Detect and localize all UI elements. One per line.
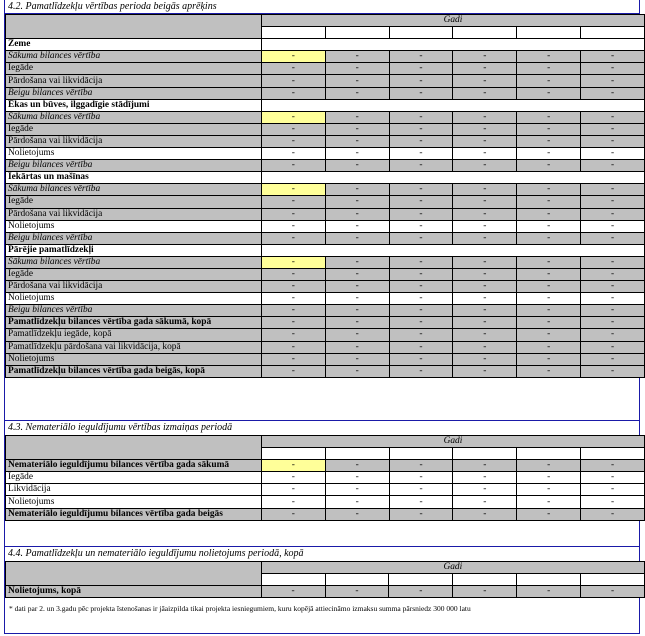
row-label: Nolietojums [6, 496, 262, 508]
value-cell: - [517, 305, 581, 317]
value-cell: - [261, 353, 325, 365]
value-cell: - [581, 63, 645, 75]
value-cell: - [389, 232, 453, 244]
value-cell: - [517, 184, 581, 196]
value-cell: - [389, 586, 453, 598]
value-cell: - [453, 472, 517, 484]
row-label: Pārdošana vai likvidācija [6, 208, 262, 220]
year-column-header [261, 574, 325, 586]
value-cell: - [325, 496, 389, 508]
value-cell: - [325, 196, 389, 208]
value-cell: - [581, 232, 645, 244]
value-cell: - [261, 472, 325, 484]
value-cell: - [261, 268, 325, 280]
value-cell: - [581, 208, 645, 220]
value-cell: - [389, 281, 453, 293]
value-cell: - [389, 196, 453, 208]
row-label: Sākuma bilances vērtība [6, 256, 262, 268]
value-cell: - [389, 341, 453, 353]
value-cell: - [261, 148, 325, 160]
table-row [6, 51, 645, 63]
value-cell: - [453, 365, 517, 377]
value-cell: - [517, 293, 581, 305]
year-column-header [325, 27, 389, 39]
year-column-header [581, 574, 645, 586]
value-cell: - [517, 160, 581, 172]
year-column-header [325, 574, 389, 586]
value-cell: - [453, 586, 517, 598]
value-cell: - [261, 135, 325, 147]
value-cell: - [261, 220, 325, 232]
value-cell: - [581, 365, 645, 377]
row-label: Iegāde [6, 268, 262, 280]
value-cell: - [517, 281, 581, 293]
year-column-header [453, 448, 517, 460]
row-label: Iegāde [6, 63, 262, 75]
value-cell: - [389, 63, 453, 75]
value-cell: - [517, 496, 581, 508]
value-cell: - [517, 123, 581, 135]
year-column-header [325, 448, 389, 460]
years-header-row [6, 562, 645, 574]
table-row [6, 586, 645, 598]
row-label: Pārdošana vai likvidācija [6, 75, 262, 87]
value-cell: - [325, 111, 389, 123]
row-label: Sākuma bilances vērtība [6, 111, 262, 123]
row-label: Nolietojums, kopā [6, 586, 262, 598]
value-cell: - [581, 256, 645, 268]
value-cell: - [389, 51, 453, 63]
table-row [6, 160, 645, 172]
value-cell: - [261, 196, 325, 208]
value-cell: - [261, 160, 325, 172]
value-cell: - [453, 317, 517, 329]
value-cell: - [261, 341, 325, 353]
value-cell: - [453, 496, 517, 508]
section-4-4-title: 4.4. Pamatlīdzekļu un nemateriālo ieguldījumu nolietojums periodā, kopā [8, 548, 304, 559]
value-cell: - [389, 148, 453, 160]
value-cell: - [517, 135, 581, 147]
value-cell: - [453, 341, 517, 353]
value-cell: - [453, 484, 517, 496]
table-row [6, 341, 645, 353]
value-cell: - [325, 305, 389, 317]
value-cell: - [261, 293, 325, 305]
table-row [6, 75, 645, 87]
value-cell: - [581, 460, 645, 472]
value-cell: - [453, 268, 517, 280]
group-heading: Ēkas un būves, ilggadīgie stādījumi [6, 99, 262, 111]
row-label: Beigu bilances vērtība [6, 305, 262, 317]
table-row [6, 329, 645, 341]
value-cell: - [325, 160, 389, 172]
value-cell: - [325, 220, 389, 232]
value-cell: - [581, 484, 645, 496]
value-cell: - [453, 184, 517, 196]
value-cell: - [325, 586, 389, 598]
value-cell: - [389, 256, 453, 268]
value-cell: - [517, 208, 581, 220]
value-cell: - [325, 329, 389, 341]
value-cell: - [581, 123, 645, 135]
row-label: Sākuma bilances vērtība [6, 51, 262, 63]
row-label: Nemateriālo ieguldījumu bilances vērtība gada sākumā [6, 460, 262, 472]
row-label: Pamatlīdzekļu iegāde, kopā [6, 329, 262, 341]
row-label: Iegāde [6, 123, 262, 135]
value-cell: - [517, 51, 581, 63]
table-row [6, 496, 645, 508]
years-header: Gadi [261, 562, 644, 574]
value-cell: - [453, 460, 517, 472]
value-cell: - [325, 353, 389, 365]
value-cell: - [325, 472, 389, 484]
value-cell: - [389, 496, 453, 508]
table-row [6, 281, 645, 293]
value-cell: - [453, 160, 517, 172]
value-cell: - [389, 353, 453, 365]
section-4-2-title: 4.2. Pamatlīdzekļu vērtības perioda beigās aprēķins [8, 1, 217, 12]
value-cell: - [389, 184, 453, 196]
group-heading-row [6, 244, 645, 256]
row-label: Nolietojums [6, 353, 262, 365]
value-cell: - [261, 484, 325, 496]
value-cell: - [517, 329, 581, 341]
value-cell: - [581, 148, 645, 160]
value-cell: - [261, 281, 325, 293]
table-row [6, 460, 645, 472]
value-cell: - [389, 317, 453, 329]
value-cell: - [389, 135, 453, 147]
value-cell: - [517, 256, 581, 268]
value-cell: - [517, 460, 581, 472]
value-cell: - [453, 196, 517, 208]
value-cell: - [453, 232, 517, 244]
year-column-header [517, 27, 581, 39]
value-cell: - [453, 63, 517, 75]
table-row [6, 63, 645, 75]
footnote: * dati par 2. un 3.gadu pēc projekta īstenošanas ir jāaizpilda tikai projekta iesniegumiem, kuru kopējā attiecināmo izmaksu summa pārsniedz 300 000 latu [9, 604, 471, 613]
table-row [6, 87, 645, 99]
value-cell: - [389, 268, 453, 280]
value-cell: - [325, 365, 389, 377]
value-cell: - [581, 111, 645, 123]
value-cell: - [389, 123, 453, 135]
value-cell: - [517, 220, 581, 232]
group-heading-row [6, 172, 645, 184]
table-row [6, 123, 645, 135]
group-heading-spacer [261, 99, 644, 111]
value-cell: - [453, 75, 517, 87]
value-cell: - [453, 281, 517, 293]
value-cell: - [581, 508, 645, 520]
value-cell: - [389, 365, 453, 377]
value-cell: - [581, 496, 645, 508]
value-cell: - [517, 87, 581, 99]
value-cell: - [389, 484, 453, 496]
intangible-assets-table [5, 435, 645, 521]
value-cell: - [453, 508, 517, 520]
value-cell: - [261, 87, 325, 99]
table-row [6, 196, 645, 208]
value-cell: - [581, 184, 645, 196]
value-cell: - [389, 460, 453, 472]
table-row [6, 232, 645, 244]
value-cell: - [325, 75, 389, 87]
header-spacer [6, 436, 262, 460]
row-label: Beigu bilances vērtība [6, 232, 262, 244]
value-cell: - [389, 508, 453, 520]
table-row [6, 472, 645, 484]
value-cell: - [453, 111, 517, 123]
table-row [6, 305, 645, 317]
value-cell: - [453, 293, 517, 305]
value-cell: - [453, 135, 517, 147]
table-row [6, 256, 645, 268]
value-cell: - [389, 75, 453, 87]
row-label: Nolietojums [6, 220, 262, 232]
table-row [6, 220, 645, 232]
value-cell: - [453, 51, 517, 63]
value-cell: - [325, 208, 389, 220]
row-label: Nolietojums [6, 293, 262, 305]
group-heading: Iekārtas un mašīnas [6, 172, 262, 184]
value-cell: - [325, 232, 389, 244]
value-cell: - [517, 365, 581, 377]
year-column-header [581, 448, 645, 460]
years-header: Gadi [261, 436, 644, 448]
value-cell: - [581, 293, 645, 305]
value-cell: - [517, 317, 581, 329]
value-cell: - [261, 305, 325, 317]
value-cell: - [581, 329, 645, 341]
table-row [6, 353, 645, 365]
value-cell: - [389, 87, 453, 99]
value-cell: - [581, 87, 645, 99]
fixed-assets-table [5, 14, 645, 378]
row-label: Pamatlīdzekļu bilances vērtība gada beigās, kopā [6, 365, 262, 377]
table-row [6, 293, 645, 305]
value-cell: - [261, 208, 325, 220]
value-cell: - [517, 472, 581, 484]
table-row [6, 484, 645, 496]
row-label: Beigu bilances vērtība [6, 87, 262, 99]
value-cell: - [517, 232, 581, 244]
value-cell: - [517, 111, 581, 123]
value-cell: - [261, 508, 325, 520]
header-spacer [6, 562, 262, 586]
value-cell: - [453, 353, 517, 365]
value-cell: - [389, 111, 453, 123]
value-cell: - [325, 508, 389, 520]
value-cell: - [517, 148, 581, 160]
section-divider [5, 546, 639, 547]
value-cell: - [261, 123, 325, 135]
table-row [6, 268, 645, 280]
value-cell: - [261, 586, 325, 598]
value-cell: - [325, 148, 389, 160]
table-row [6, 208, 645, 220]
value-cell: - [325, 281, 389, 293]
value-cell: - [389, 160, 453, 172]
table-row [6, 365, 645, 377]
group-heading: Zeme [6, 39, 262, 51]
value-cell: - [581, 220, 645, 232]
value-cell: - [261, 317, 325, 329]
year-column-header [389, 27, 453, 39]
value-cell: - [325, 123, 389, 135]
value-cell: - [453, 305, 517, 317]
value-cell: - [325, 460, 389, 472]
value-cell: - [325, 256, 389, 268]
value-cell: - [453, 123, 517, 135]
years-header: Gadi [261, 15, 644, 27]
row-label: Pamatlīdzekļu pārdošana vai likvidācija, kopā [6, 341, 262, 353]
group-heading-spacer [261, 172, 644, 184]
row-label: Likvidācija [6, 484, 262, 496]
value-cell: - [325, 317, 389, 329]
value-cell: - [389, 208, 453, 220]
value-cell: - [581, 353, 645, 365]
value-cell: - [325, 341, 389, 353]
value-cell: - [453, 256, 517, 268]
year-column-header [581, 27, 645, 39]
value-cell: - [261, 111, 325, 123]
value-cell: - [453, 220, 517, 232]
value-cell: - [261, 232, 325, 244]
value-cell: - [517, 268, 581, 280]
row-label: Beigu bilances vērtība [6, 160, 262, 172]
value-cell: - [581, 305, 645, 317]
group-heading-row [6, 39, 645, 51]
row-label: Nolietojums [6, 148, 262, 160]
value-cell: - [517, 508, 581, 520]
year-column-header [261, 27, 325, 39]
group-heading-spacer [261, 244, 644, 256]
value-cell: - [325, 87, 389, 99]
year-column-header [517, 574, 581, 586]
group-heading-row [6, 99, 645, 111]
value-cell: - [581, 196, 645, 208]
value-cell: - [581, 586, 645, 598]
table-row [6, 148, 645, 160]
table-row [6, 184, 645, 196]
section-divider [5, 420, 639, 421]
value-cell: - [325, 63, 389, 75]
value-cell: - [581, 472, 645, 484]
depreciation-total-table [5, 561, 645, 598]
table-row [6, 135, 645, 147]
value-cell: - [325, 268, 389, 280]
value-cell: - [389, 472, 453, 484]
value-cell: - [517, 196, 581, 208]
row-label: Pārdošana vai likvidācija [6, 135, 262, 147]
value-cell: - [325, 135, 389, 147]
value-cell: - [581, 341, 645, 353]
value-cell: - [261, 184, 325, 196]
value-cell: - [261, 329, 325, 341]
value-cell: - [517, 353, 581, 365]
row-label: Iegāde [6, 472, 262, 484]
value-cell: - [581, 317, 645, 329]
year-column-header [261, 448, 325, 460]
value-cell: - [261, 496, 325, 508]
row-label: Sākuma bilances vērtība [6, 184, 262, 196]
year-column-header [389, 574, 453, 586]
value-cell: - [261, 75, 325, 87]
value-cell: - [517, 75, 581, 87]
value-cell: - [261, 256, 325, 268]
value-cell: - [261, 365, 325, 377]
value-cell: - [581, 51, 645, 63]
years-header-row [6, 15, 645, 27]
value-cell: - [517, 63, 581, 75]
value-cell: - [261, 63, 325, 75]
value-cell: - [517, 484, 581, 496]
years-header-row [6, 436, 645, 448]
value-cell: - [389, 329, 453, 341]
value-cell: - [581, 75, 645, 87]
group-heading: Pārējie pamatlīdzekļi [6, 244, 262, 256]
year-column-header [517, 448, 581, 460]
row-label: Nemateriālo ieguldījumu bilances vērtība gada beigās [6, 508, 262, 520]
value-cell: - [581, 268, 645, 280]
table-row [6, 317, 645, 329]
value-cell: - [453, 87, 517, 99]
value-cell: - [389, 220, 453, 232]
table-row [6, 111, 645, 123]
value-cell: - [581, 135, 645, 147]
year-column-header [389, 448, 453, 460]
value-cell: - [581, 281, 645, 293]
row-label: Pārdošana vai likvidācija [6, 281, 262, 293]
value-cell: - [389, 305, 453, 317]
year-column-header [453, 574, 517, 586]
value-cell: - [453, 208, 517, 220]
row-label: Pamatlīdzekļu bilances vērtība gada sākumā, kopā [6, 317, 262, 329]
value-cell: - [389, 293, 453, 305]
year-column-header [453, 27, 517, 39]
value-cell: - [453, 148, 517, 160]
value-cell: - [261, 51, 325, 63]
section-4-3-title: 4.3. Nemateriālo ieguldījumu vērtības izmaiņas periodā [8, 422, 233, 433]
value-cell: - [325, 184, 389, 196]
group-heading-spacer [261, 39, 644, 51]
value-cell: - [325, 51, 389, 63]
value-cell: - [581, 160, 645, 172]
value-cell: - [517, 341, 581, 353]
table-row [6, 508, 645, 520]
value-cell: - [517, 586, 581, 598]
header-spacer [6, 15, 262, 39]
row-label: Iegāde [6, 196, 262, 208]
value-cell: - [325, 293, 389, 305]
value-cell: - [453, 329, 517, 341]
value-cell: - [325, 484, 389, 496]
value-cell: - [261, 460, 325, 472]
